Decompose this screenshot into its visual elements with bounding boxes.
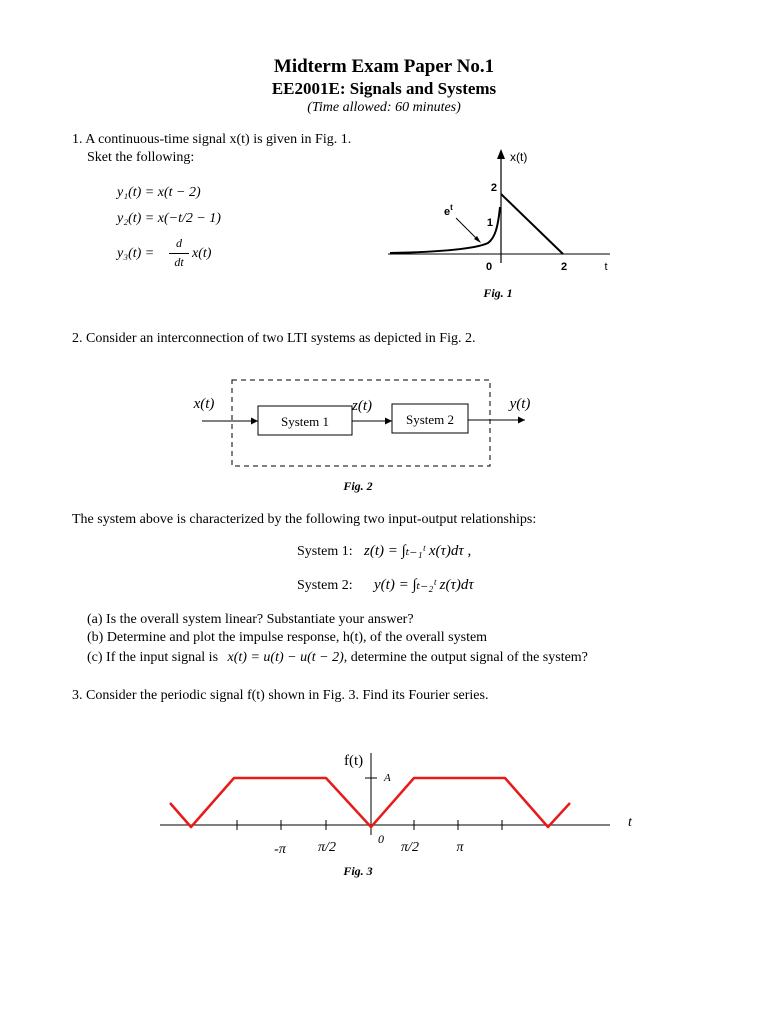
q2-sys2-label: System 2: bbox=[297, 578, 353, 593]
fig3-y-label: f(t) bbox=[344, 753, 364, 769]
q3-text: 3. Consider the periodic signal f(t) shown in Fig. 3. Find its Fourier series. bbox=[72, 688, 489, 703]
fig2-system1-label: System 1 bbox=[280, 414, 330, 429]
q1-eq3-den: dt bbox=[174, 255, 184, 269]
q2-sys1-eq: z(t) = ∫ₜ₋₁ᵗ x(τ)dτ , bbox=[364, 543, 472, 559]
q1-eq3-lhs: y₃(t) = bbox=[117, 246, 155, 261]
fig3-origin-label: 0 bbox=[378, 832, 384, 846]
fig1-y-arrow bbox=[497, 149, 505, 159]
q2-part-c-eq: x(t) = u(t) − u(t − 2) bbox=[227, 650, 344, 665]
q2-relationships: The system above is characterized by the following two input-output relationships: bbox=[72, 512, 537, 527]
fig2-input-label: x(t) bbox=[193, 396, 215, 412]
q2-part-a: (a) Is the overall system linear? Substantiate your answer? bbox=[87, 612, 414, 627]
fig1-tick-x0: 0 bbox=[485, 261, 493, 273]
exam-title: Midterm Exam Paper No.1 bbox=[273, 56, 495, 77]
fig2-system2-label: System 2 bbox=[405, 412, 455, 427]
q1-line2: Sket the following: bbox=[87, 150, 195, 165]
fig3-level-label: A bbox=[384, 772, 391, 784]
fig2-input-arrow bbox=[251, 418, 258, 425]
fig2-output-label: y(t) bbox=[509, 396, 531, 412]
q2-sys1-label: System 1: bbox=[297, 544, 353, 559]
fig3-tick-neg-pi: -π bbox=[274, 842, 286, 857]
fig1-caption: Fig. 1 bbox=[483, 286, 513, 300]
q1-eq2: y₂(t) = x(−t/2 − 1) bbox=[117, 211, 221, 226]
course-title: EE2001E: Signals and Systems bbox=[271, 79, 497, 98]
q1-eq3-rhs: x(t) bbox=[192, 246, 212, 261]
fig2-caption: Fig. 2 bbox=[343, 479, 373, 493]
fig3-signal-line bbox=[170, 778, 570, 827]
q2-intro: 2. Consider an interconnection of two LTI systems as depicted in Fig. 2. bbox=[72, 331, 476, 346]
fig2-block-diagram bbox=[180, 370, 550, 475]
q2-sys2-eq: y(t) = ∫ₜ₋₂ᵗ z(τ)dτ bbox=[374, 577, 474, 593]
fig3-tick-pi2: π/2 bbox=[401, 840, 419, 855]
fig1-tick-x2: 2 bbox=[560, 261, 568, 273]
q1-line1: 1. A continuous-time signal x(t) is given in Fig. 1. bbox=[72, 132, 352, 147]
fig1-tick-y1: 1 bbox=[486, 217, 493, 229]
q2-part-b: (b) Determine and plot the impulse response, h(t), of the overall system bbox=[87, 630, 488, 645]
q1-eq3-num: d bbox=[176, 236, 182, 250]
q2-part-c-post: , determine the output signal of the system? bbox=[343, 650, 588, 665]
fig2-output-arrow bbox=[518, 417, 525, 424]
q2-part-c-pre: (c) If the input signal is bbox=[87, 650, 219, 665]
fig1-y-label: x(t) bbox=[510, 150, 528, 164]
q1-eq1: y₁(t) = x(t − 2) bbox=[117, 185, 201, 200]
q2-part-c bbox=[87, 649, 588, 667]
fig3-plot bbox=[150, 745, 650, 870]
q1-eq3-fraction-bar bbox=[169, 253, 189, 254]
fig1-x-label: t bbox=[604, 261, 608, 273]
fig3-tick-pi: π bbox=[456, 840, 464, 855]
fig1-plot bbox=[380, 145, 640, 305]
fig2-mid-arrow bbox=[385, 418, 392, 425]
fig2-mid-label: z(t) bbox=[352, 398, 372, 414]
fig3-x-label: t bbox=[628, 815, 632, 830]
time-allowed: (Time allowed: 60 minutes) bbox=[307, 100, 461, 115]
fig3-tick-neg-pi2: π/2 bbox=[318, 840, 336, 855]
fig3-caption: Fig. 3 bbox=[343, 864, 373, 878]
fig1-tick-y2: 2 bbox=[490, 182, 497, 194]
fig1-annotation: $e^t$ bbox=[444, 203, 453, 218]
fig1-ramp-line bbox=[501, 194, 563, 254]
